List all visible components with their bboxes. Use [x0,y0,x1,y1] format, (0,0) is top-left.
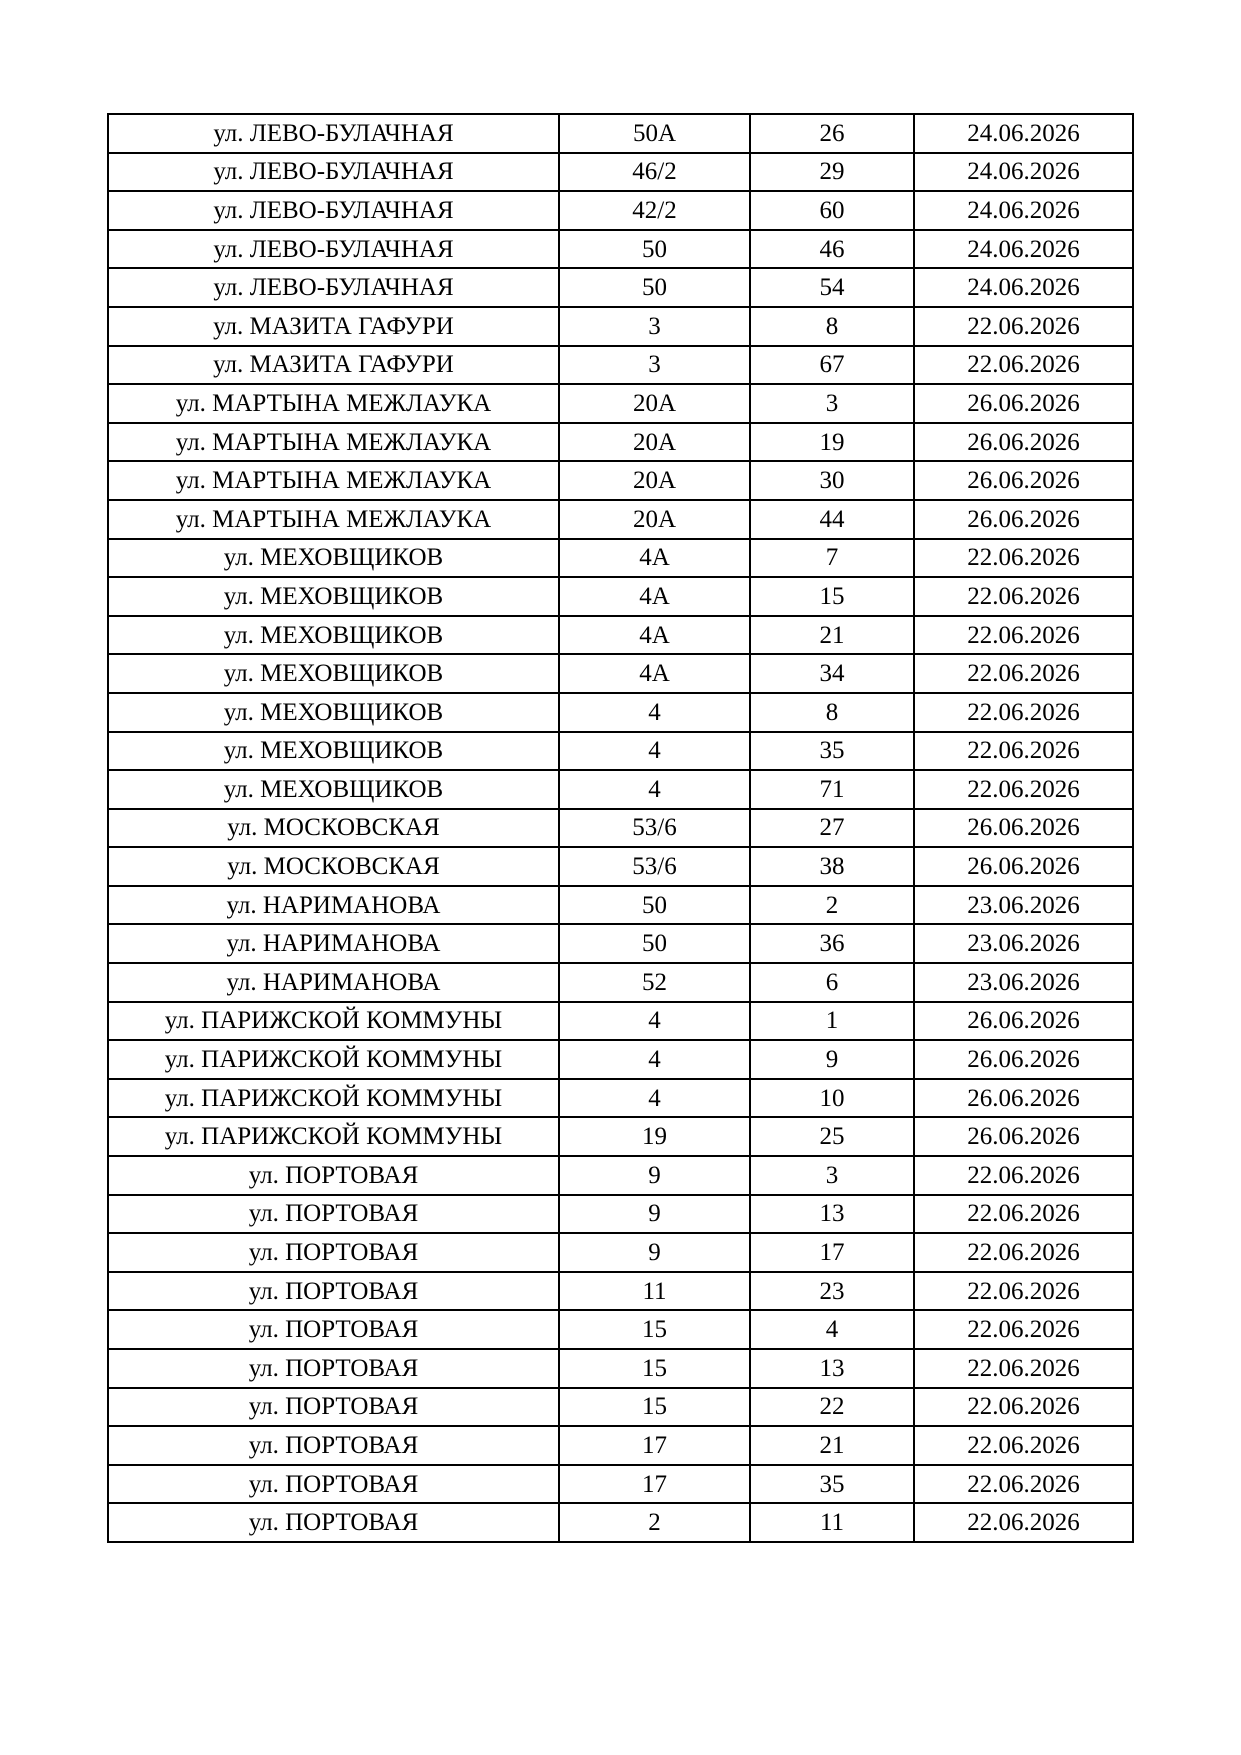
date-cell: 22.06.2026 [914,654,1133,693]
apartment-number-cell: 10 [750,1079,914,1118]
house-number-cell: 50 [559,268,750,307]
date-cell: 26.06.2026 [914,423,1133,462]
table-row [108,1388,1133,1427]
street-cell: ул. МАЗИТА ГАФУРИ [108,307,559,346]
date-cell: 22.06.2026 [914,1503,1133,1542]
house-number-cell: 4 [559,770,750,809]
street-cell: ул. ПАРИЖСКОЙ КОММУНЫ [108,1079,559,1118]
table-row [108,384,1133,423]
table-row [108,1349,1133,1388]
apartment-number-cell: 34 [750,654,914,693]
street-cell: ул. ЛЕВО-БУЛАЧНАЯ [108,153,559,192]
apartment-number-cell: 67 [750,346,914,385]
house-number-cell: 3 [559,346,750,385]
table-row [108,191,1133,230]
date-cell: 26.06.2026 [914,384,1133,423]
apartment-number-cell: 44 [750,500,914,539]
apartment-number-cell: 30 [750,461,914,500]
apartment-number-cell: 15 [750,577,914,616]
street-cell: ул. ПАРИЖСКОЙ КОММУНЫ [108,1040,559,1079]
house-number-cell: 50 [559,230,750,269]
date-cell: 26.06.2026 [914,461,1133,500]
apartment-number-cell: 13 [750,1195,914,1234]
apartment-number-cell: 35 [750,732,914,771]
table-row [108,114,1133,153]
house-number-cell: 4А [559,539,750,578]
table-row [108,346,1133,385]
apartment-number-cell: 13 [750,1349,914,1388]
apartment-number-cell: 54 [750,268,914,307]
house-number-cell: 4А [559,654,750,693]
table-row [108,886,1133,925]
street-cell: ул. ЛЕВО-БУЛАЧНАЯ [108,114,559,153]
table-row [108,1310,1133,1349]
house-number-cell: 20А [559,384,750,423]
street-cell: ул. ПОРТОВАЯ [108,1426,559,1465]
street-cell: ул. ЛЕВО-БУЛАЧНАЯ [108,230,559,269]
apartment-number-cell: 60 [750,191,914,230]
house-number-cell: 19 [559,1117,750,1156]
date-cell: 26.06.2026 [914,500,1133,539]
apartment-number-cell: 23 [750,1272,914,1311]
house-number-cell: 20А [559,423,750,462]
date-cell: 22.06.2026 [914,1156,1133,1195]
date-cell: 22.06.2026 [914,307,1133,346]
date-cell: 23.06.2026 [914,963,1133,1002]
apartment-number-cell: 22 [750,1388,914,1427]
table-row [108,577,1133,616]
date-cell: 22.06.2026 [914,1272,1133,1311]
date-cell: 26.06.2026 [914,1079,1133,1118]
table-row [108,307,1133,346]
house-number-cell: 9 [559,1195,750,1234]
apartment-number-cell: 21 [750,1426,914,1465]
apartment-number-cell: 21 [750,616,914,655]
street-cell: ул. ПОРТОВАЯ [108,1233,559,1272]
street-cell: ул. МАЗИТА ГАФУРИ [108,346,559,385]
apartment-number-cell: 3 [750,1156,914,1195]
street-cell: ул. ПОРТОВАЯ [108,1272,559,1311]
house-number-cell: 46/2 [559,153,750,192]
house-number-cell: 15 [559,1349,750,1388]
street-cell: ул. ПОРТОВАЯ [108,1465,559,1504]
apartment-number-cell: 9 [750,1040,914,1079]
table-row [108,500,1133,539]
street-cell: ул. ПОРТОВАЯ [108,1388,559,1427]
date-cell: 22.06.2026 [914,539,1133,578]
street-cell: ул. МЕХОВЩИКОВ [108,654,559,693]
table-row [108,1002,1133,1041]
table-row [108,924,1133,963]
street-cell: ул. НАРИМАНОВА [108,963,559,1002]
date-cell: 26.06.2026 [914,1117,1133,1156]
house-number-cell: 20А [559,461,750,500]
date-cell: 22.06.2026 [914,616,1133,655]
table-row [108,268,1133,307]
table-row [108,963,1133,1002]
date-cell: 22.06.2026 [914,1388,1133,1427]
house-number-cell: 4А [559,577,750,616]
date-cell: 22.06.2026 [914,732,1133,771]
date-cell: 22.06.2026 [914,693,1133,732]
table-row [108,1272,1133,1311]
street-cell: ул. ЛЕВО-БУЛАЧНАЯ [108,268,559,307]
house-number-cell: 4 [559,693,750,732]
house-number-cell: 4 [559,1040,750,1079]
date-cell: 24.06.2026 [914,230,1133,269]
street-cell: ул. ПОРТОВАЯ [108,1503,559,1542]
street-cell: ул. МОСКОВСКАЯ [108,847,559,886]
street-cell: ул. МОСКОВСКАЯ [108,809,559,848]
house-number-cell: 53/6 [559,847,750,886]
house-number-cell: 17 [559,1465,750,1504]
street-cell: ул. ЛЕВО-БУЛАЧНАЯ [108,191,559,230]
street-cell: ул. МАРТЫНА МЕЖЛАУКА [108,423,559,462]
table-row [108,1156,1133,1195]
table-row [108,1117,1133,1156]
apartment-number-cell: 4 [750,1310,914,1349]
house-number-cell: 42/2 [559,191,750,230]
apartment-number-cell: 26 [750,114,914,153]
street-cell: ул. НАРИМАНОВА [108,886,559,925]
house-number-cell: 4А [559,616,750,655]
street-cell: ул. ПАРИЖСКОЙ КОММУНЫ [108,1002,559,1041]
date-cell: 22.06.2026 [914,1426,1133,1465]
street-cell: ул. ПОРТОВАЯ [108,1156,559,1195]
apartment-number-cell: 25 [750,1117,914,1156]
house-number-cell: 52 [559,963,750,1002]
table-row [108,153,1133,192]
date-cell: 26.06.2026 [914,1002,1133,1041]
table-row [108,732,1133,771]
apartment-number-cell: 1 [750,1002,914,1041]
street-cell: ул. ПОРТОВАЯ [108,1349,559,1388]
street-cell: ул. МАРТЫНА МЕЖЛАУКА [108,500,559,539]
street-cell: ул. МЕХОВЩИКОВ [108,577,559,616]
table-row [108,1503,1133,1542]
date-cell: 26.06.2026 [914,809,1133,848]
table-row [108,654,1133,693]
date-cell: 22.06.2026 [914,1195,1133,1234]
apartment-number-cell: 29 [750,153,914,192]
address-table-body [108,114,1133,1542]
apartment-number-cell: 36 [750,924,914,963]
street-cell: ул. МЕХОВЩИКОВ [108,693,559,732]
date-cell: 24.06.2026 [914,153,1133,192]
date-cell: 22.06.2026 [914,770,1133,809]
apartment-number-cell: 46 [750,230,914,269]
table-row [108,461,1133,500]
house-number-cell: 20А [559,500,750,539]
apartment-number-cell: 8 [750,693,914,732]
street-cell: ул. МЕХОВЩИКОВ [108,732,559,771]
apartment-number-cell: 38 [750,847,914,886]
apartment-number-cell: 27 [750,809,914,848]
house-number-cell: 3 [559,307,750,346]
table-row [108,1233,1133,1272]
street-cell: ул. МЕХОВЩИКОВ [108,539,559,578]
street-cell: ул. МАРТЫНА МЕЖЛАУКА [108,461,559,500]
house-number-cell: 15 [559,1310,750,1349]
date-cell: 22.06.2026 [914,1233,1133,1272]
house-number-cell: 50 [559,886,750,925]
address-table [107,113,1134,1543]
apartment-number-cell: 11 [750,1503,914,1542]
house-number-cell: 4 [559,732,750,771]
table-row [108,1426,1133,1465]
street-cell: ул. ПОРТОВАЯ [108,1195,559,1234]
table-row [108,539,1133,578]
street-cell: ул. МЕХОВЩИКОВ [108,770,559,809]
table-row [108,1195,1133,1234]
apartment-number-cell: 19 [750,423,914,462]
house-number-cell: 9 [559,1233,750,1272]
date-cell: 23.06.2026 [914,886,1133,925]
street-cell: ул. НАРИМАНОВА [108,924,559,963]
street-cell: ул. ПАРИЖСКОЙ КОММУНЫ [108,1117,559,1156]
house-number-cell: 17 [559,1426,750,1465]
house-number-cell: 2 [559,1503,750,1542]
house-number-cell: 15 [559,1388,750,1427]
apartment-number-cell: 3 [750,384,914,423]
date-cell: 22.06.2026 [914,1349,1133,1388]
table-row [108,847,1133,886]
table-row [108,1079,1133,1118]
table-row [108,423,1133,462]
house-number-cell: 50А [559,114,750,153]
house-number-cell: 4 [559,1002,750,1041]
table-row [108,809,1133,848]
house-number-cell: 9 [559,1156,750,1195]
apartment-number-cell: 2 [750,886,914,925]
apartment-number-cell: 35 [750,1465,914,1504]
house-number-cell: 53/6 [559,809,750,848]
house-number-cell: 50 [559,924,750,963]
street-cell: ул. ПОРТОВАЯ [108,1310,559,1349]
apartment-number-cell: 71 [750,770,914,809]
date-cell: 26.06.2026 [914,1040,1133,1079]
table-row [108,616,1133,655]
street-cell: ул. МЕХОВЩИКОВ [108,616,559,655]
table-row [108,693,1133,732]
table-row [108,1040,1133,1079]
date-cell: 24.06.2026 [914,268,1133,307]
apartment-number-cell: 7 [750,539,914,578]
table-row [108,230,1133,269]
street-cell: ул. МАРТЫНА МЕЖЛАУКА [108,384,559,423]
date-cell: 24.06.2026 [914,191,1133,230]
apartment-number-cell: 17 [750,1233,914,1272]
date-cell: 22.06.2026 [914,577,1133,616]
date-cell: 23.06.2026 [914,924,1133,963]
apartment-number-cell: 8 [750,307,914,346]
date-cell: 24.06.2026 [914,114,1133,153]
house-number-cell: 11 [559,1272,750,1311]
date-cell: 22.06.2026 [914,1465,1133,1504]
date-cell: 26.06.2026 [914,847,1133,886]
apartment-number-cell: 6 [750,963,914,1002]
table-row [108,770,1133,809]
date-cell: 22.06.2026 [914,346,1133,385]
date-cell: 22.06.2026 [914,1310,1133,1349]
house-number-cell: 4 [559,1079,750,1118]
table-row [108,1465,1133,1504]
